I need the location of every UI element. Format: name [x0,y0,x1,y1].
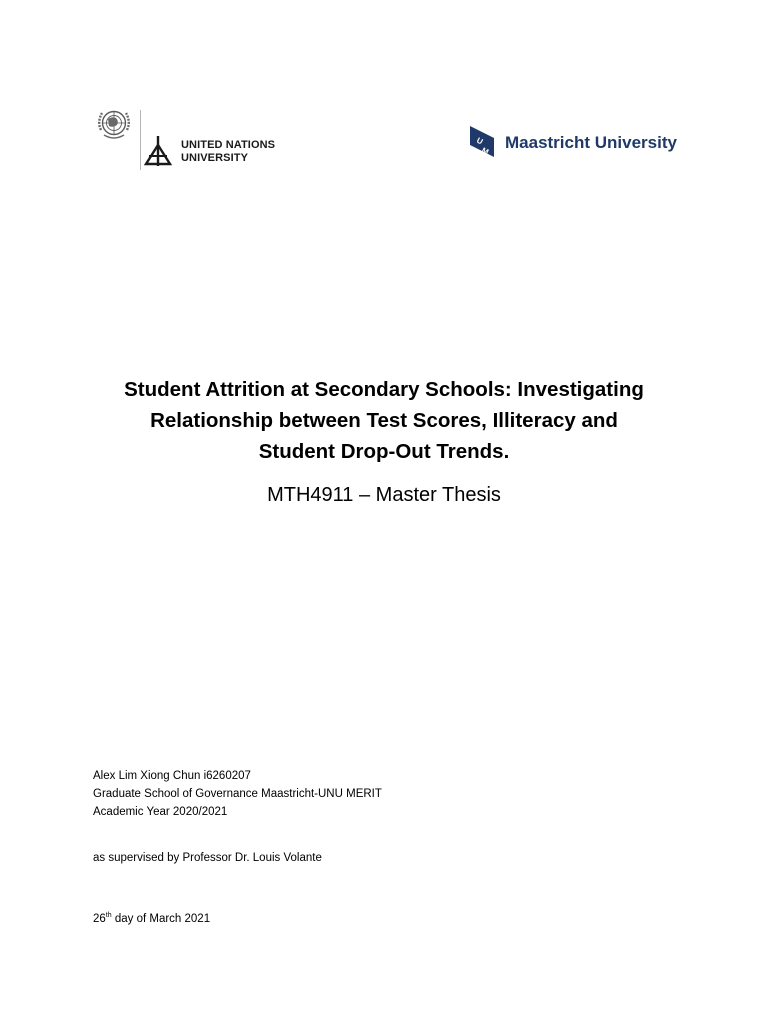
unu-wordmark [181,139,275,165]
maastricht-university-logo [469,125,694,161]
author-school: Graduate School of Governance Maastricht-UNU MERIT [93,788,382,800]
logo-divider [140,110,141,170]
unu-mark-icon [143,136,173,166]
unu-logo [95,104,295,176]
maastricht-wordmark: Maastricht University [505,133,677,152]
thesis-title-line: Student Attrition at Secondary Schools: Investigating [124,378,644,401]
thesis-title [60,374,708,467]
title-block [60,374,708,507]
thesis-title-line: Relationship between Test Scores, Illiteracy and [150,409,618,432]
thesis-subtitle: MTH4911 – Master Thesis [267,484,501,506]
unu-wordmark-line1: UNITED NATIONS [181,139,276,151]
date-rest: day of March 2021 [111,913,211,925]
date-day: 26 [93,913,106,925]
svg-text:U: U [475,135,485,147]
academic-year: Academic Year 2020/2021 [93,806,228,818]
un-emblem-icon [95,104,133,142]
svg-text:M: M [480,145,491,157]
thesis-title-line: Student Drop-Out Trends. [258,440,510,463]
author-name-id: Alex Lim Xiong Chun i6260207 [93,770,251,782]
submission-date [93,910,210,928]
author-block [93,767,382,821]
unu-wordmark-line2: UNIVERSITY [181,152,249,164]
um-mark-icon [469,125,495,158]
supervisor-line: as supervised by Professor Dr. Louis Volante [93,852,322,864]
date-ordinal: th [105,912,112,919]
